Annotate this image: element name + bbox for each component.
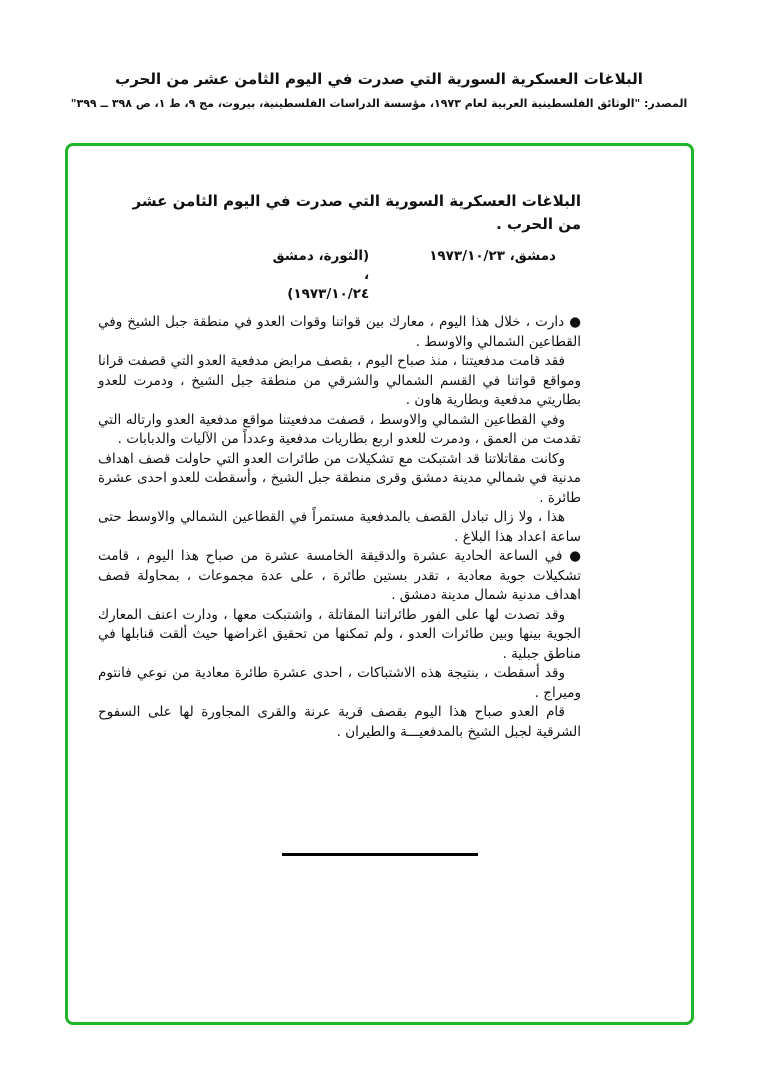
paragraph: هذا ، ولا زال تبادل القصف بالمدفعية مستمراً في القطاعين الشمالي والاوسط حتى ساعة اعداد هذا البلاغ .: [98, 509, 581, 545]
document-title: [98, 190, 581, 236]
paragraph: وقد أسقطت ، بنتيجة هذه الاشتباكات ، احدى عشرة طائرة معادية من نوعي فانتوم وميراج .: [98, 665, 581, 701]
document-body: [98, 313, 581, 742]
dateline-source-line-2: ١٩٧٣/١٠/٢٤): [287, 286, 370, 302]
source-citation: المصدر: "الوثائق الفلسطينية العربية لعام ١٩٧٣، مؤسسة الدراسات الفلسطينية، بيروت، مج ٩، ط ١، ص ٣٩٨ ــ ٣٩٩": [70, 97, 688, 110]
dateline-row: [98, 247, 581, 304]
dateline-source-line-1: (الثورة، دمشق ،: [272, 248, 370, 283]
document-frame-box: [65, 143, 694, 1025]
paragraph: ● في الساعة الحادية عشرة والدقيقة الخامسة عشرة من صباح هذا اليوم ، قامت تشكيلات جوية معادية ، تقدر بستين طائرة ، على عدة مجموعات ، بمحاولة قصف اهداف مدنية شمال مدينة دمشق .: [98, 548, 581, 603]
dateline-newspaper-source: [264, 247, 369, 304]
paragraph: ● دارت ، خلال هذا اليوم ، معارك بين قواتنا وقوات العدو في منطقة جبل الشيخ وفي القطاعين الشمالي والاوسط .: [98, 314, 581, 350]
paragraph: فقد قامت مدفعيتنا ، منذ صباح اليوم ، بقصف مرابض مدفعية العدو التي قصفت قرانا ومواقع قواتنا في القسم الشمالي والشرقي من منطقة جبل الشيخ ، ودمرت للعدو بطاريتي مدفعية وبطارية هاون .: [98, 353, 581, 408]
page-title: البلاغات العسكرية السورية التي صدرت في اليوم الثامن عشر من الحرب: [115, 70, 643, 88]
paragraph: قام العدو صباح هذا اليوم بقصف قرية عرنة والقرى المجاورة لها على السفوح الشرقية لجبل الشيخ بالمدفعيـــة والطيران .: [98, 704, 581, 740]
paragraph: وكانت مقاتلاتنا قد اشتبكت مع تشكيلات من طائرات العدو التي حاولت قصف اهداف مدنية في شمالي مدينة دمشق وقرى منطقة جبل الشيخ ، وأسقطت للعدو احدى عشرة طائرة .: [98, 450, 581, 506]
paragraph: وقد تصدت لها على الفور طائراتنا المقاتلة ، واشتبكت معها ، ودارت اعنف المعارك الجوية بينها وبين طائرات العدو ، ولم تمكنها من تحقيق اغراضها حيث ألقت قنابلها في مناطق جبلية .: [98, 606, 581, 662]
dateline-place-date: دمشق، ١٩٧٣/١٠/٢٣: [429, 248, 556, 264]
document-content: [98, 190, 581, 742]
paragraph: وفي القطاعين الشمالي والاوسط ، قصفت مدفعيتنا مواقع مدفعية العدو وارتاله التي تقدمت من العمق ، ودمرت للعدو اربع بطاريات مدفعية وعدداً من الآليات والدبابات .: [98, 411, 581, 447]
document-title-line-2: من الحرب .: [496, 215, 581, 233]
document-title-line-1: البلاغات العسكرية السورية التي صدرت في اليوم الثامن عشر: [132, 192, 581, 210]
end-of-document-divider: [282, 853, 478, 856]
page-header: [0, 70, 758, 110]
